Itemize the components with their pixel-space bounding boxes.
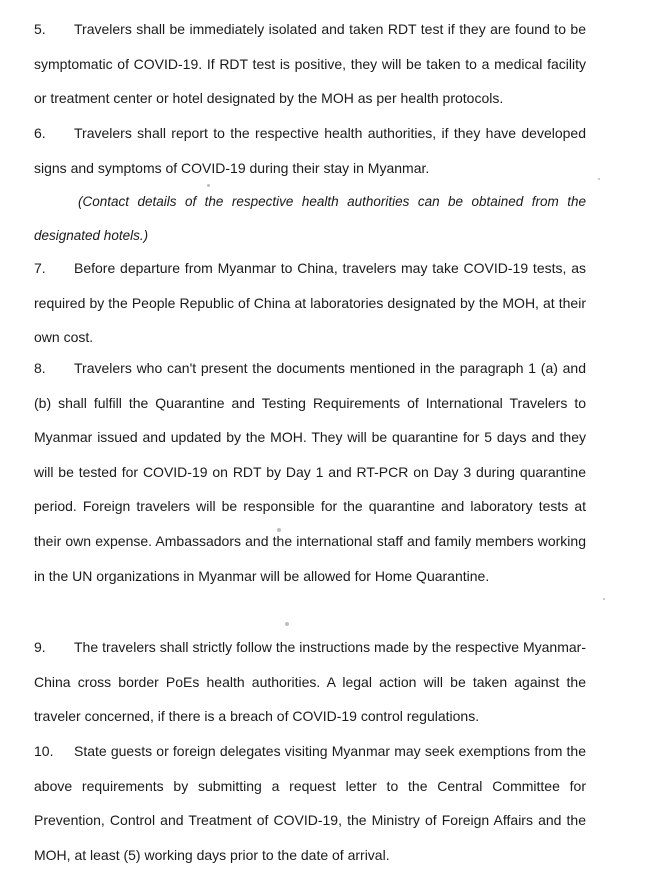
- paragraph-8: [34, 351, 586, 593]
- paragraph-number: 6.: [34, 125, 46, 141]
- paragraph-text: The travelers shall strictly follow the instructions made by the respective Myanmar-China cross border PoEs health authorities. A legal action will be taken against the traveler concerned, if there is a breach of COVID-19 control regulations.: [34, 639, 586, 725]
- paragraph-text: Before departure from Myanmar to China, travelers may take COVID-19 tests, as required by the People Republic of China at laboratories designated by the MOH, at their own cost.: [34, 260, 586, 346]
- paragraph-7: [34, 251, 586, 355]
- paragraph-number: 5.: [34, 21, 46, 37]
- paragraph-number: 8.: [34, 360, 46, 376]
- contact-note: (Contact details of the respective health authorities can be obtained from the designated hotels.): [34, 194, 586, 243]
- paragraph-text: Travelers shall report to the respective health authorities, if they have developed signs and symptoms of COVID-19 during their stay in Myanmar.: [34, 125, 586, 176]
- paragraph-text: Travelers shall be immediately isolated and taken RDT test if they are found to be symptomatic of COVID-19. If RDT test is positive, they will be taken to a medical facility or treatment center or hotel designated by the MOH as per health protocols.: [34, 21, 586, 107]
- paragraph-number: 9.: [34, 639, 46, 655]
- scan-speck: [598, 178, 600, 180]
- paragraph-6: [34, 116, 586, 185]
- paragraph-text: Travelers who can't present the documents mentioned in the paragraph 1 (a) and (b) shall fulfill the Quarantine and Testing Requirements of International Travelers to Myanmar issued and updated by the MOH. They will be quarantine for 5 days and they will be tested for COVID-19 on RDT by Day 1 and RT-PCR on Day 3 during quarantine period. Foreign travelers will be responsible for the quarantine and laboratory tests at their own expense. Ambassadors and the international staff and family members working in the UN organizations in Myanmar will be allowed for Home Quarantine.: [34, 360, 586, 584]
- scan-speck: [277, 528, 281, 532]
- paragraph-number: 10.: [34, 743, 54, 759]
- paragraph-9: [34, 630, 586, 734]
- scan-speck: [603, 598, 605, 600]
- paragraph-10: [34, 734, 586, 872]
- scan-speck: [207, 184, 210, 187]
- paragraph-number: 7.: [34, 260, 46, 276]
- paragraph-5: [34, 12, 586, 116]
- paragraph-text: State guests or foreign delegates visiting Myanmar may seek exemptions from the above requirements by submitting a request letter to the Central Committee for Prevention, Control and Treatment of COVID-19, the Ministry of Foreign Affairs and the MOH, at least (5) working days prior to the date of arrival.: [34, 743, 586, 863]
- scan-speck: [285, 622, 289, 626]
